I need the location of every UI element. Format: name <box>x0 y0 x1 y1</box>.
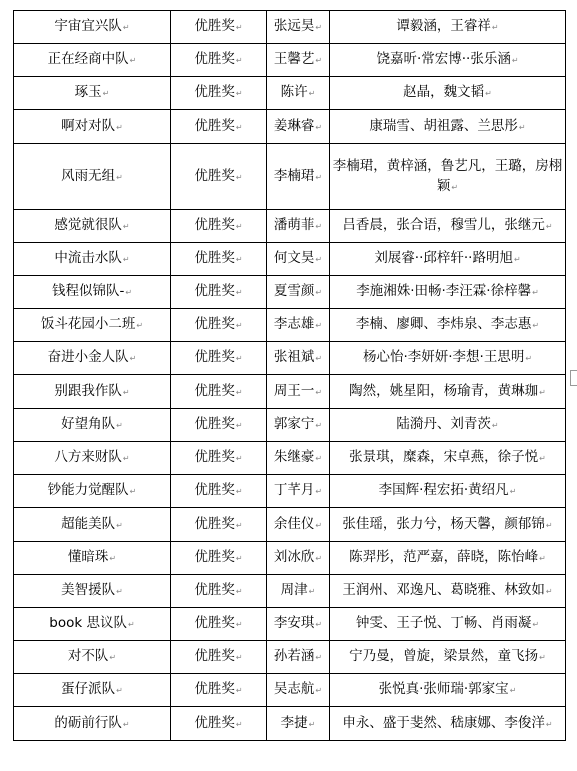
leader-text: 张祖斌 <box>273 349 315 365</box>
leader-cell[interactable] <box>267 575 330 608</box>
team-cell[interactable] <box>14 674 171 707</box>
paragraph-mark-icon: ↵ <box>315 620 323 629</box>
paragraph-mark-icon: ↵ <box>539 554 546 563</box>
paragraph-mark-icon: ↵ <box>315 686 323 695</box>
paragraph-mark-icon: ↵ <box>116 520 123 530</box>
paragraph-mark-icon: ↵ <box>116 587 123 596</box>
award-text: 优胜奖 <box>194 51 235 67</box>
paragraph-mark-icon: ↵ <box>235 587 243 596</box>
leader-cell[interactable] <box>267 210 330 243</box>
award-cell[interactable] <box>171 110 267 144</box>
paragraph-mark-icon: ↵ <box>315 321 323 330</box>
table-row <box>14 575 566 608</box>
members-text: 张佳瑶，张力兮，杨天馨，颜郁锦 <box>342 515 545 532</box>
paragraph-mark-icon: ↵ <box>235 354 243 363</box>
paragraph-mark-icon: ↵ <box>235 387 243 397</box>
leader-cell[interactable] <box>267 608 330 641</box>
table-row <box>14 44 566 77</box>
leader-text: 余佳仪 <box>273 515 315 532</box>
paragraph-mark-icon: ↵ <box>235 454 243 463</box>
paragraph-mark-icon: ↵ <box>235 122 243 132</box>
table-row <box>14 11 566 44</box>
team-cell[interactable] <box>14 342 171 375</box>
paragraph-mark-icon: ↵ <box>122 222 130 231</box>
paragraph-mark-icon: ↵ <box>116 122 123 132</box>
members-text: 李楠、廖卿、李炜泉、李志惠 <box>355 316 532 332</box>
leader-cell[interactable] <box>267 309 330 342</box>
award-text: 优胜奖 <box>194 416 235 432</box>
members-cell[interactable] <box>330 309 566 342</box>
paragraph-mark-icon: ↵ <box>485 89 492 98</box>
award-cell[interactable] <box>171 707 267 741</box>
award-cell[interactable] <box>171 144 267 210</box>
members-text: 谭毅涵，王睿祥 <box>396 18 491 34</box>
paragraph-mark-icon: ↵ <box>315 122 323 132</box>
members-cell[interactable] <box>330 674 566 707</box>
team-cell[interactable] <box>14 542 171 575</box>
paragraph-mark-icon: ↵ <box>102 89 110 98</box>
members-cell[interactable] <box>330 77 566 110</box>
leader-text: 孙若涵 <box>273 648 315 664</box>
paragraph-mark-icon: ↵ <box>315 387 323 397</box>
award-cell[interactable] <box>171 210 267 243</box>
members-cell[interactable] <box>330 508 566 542</box>
members-text: 张景琪，糜森，宋卓燕，徐子悦 <box>349 449 539 465</box>
award-cell[interactable] <box>171 409 267 442</box>
members-text: 陶然，姚星阳，杨瑜青，黄琳珈 <box>349 382 539 399</box>
award-text: 优胜奖 <box>194 482 235 498</box>
paragraph-mark-icon: ↵ <box>315 255 323 264</box>
leader-text: 吴志航 <box>273 681 315 697</box>
table-row <box>14 144 566 210</box>
members-cell[interactable] <box>330 608 566 641</box>
leader-text: 朱继豪 <box>273 449 315 465</box>
award-text: 优胜奖 <box>194 117 235 134</box>
paragraph-mark-icon: ↵ <box>125 288 133 297</box>
team-text: 饭斗花园小二班 <box>40 316 136 332</box>
team-text: 奋进小金人队 <box>47 349 129 365</box>
paragraph-mark-icon: ↵ <box>122 454 130 463</box>
award-text: 优胜奖 <box>194 615 235 631</box>
leader-cell[interactable] <box>267 542 330 575</box>
paragraph-mark-icon: ↵ <box>525 354 533 363</box>
members-text: 赵晶，魏文韬 <box>403 84 485 100</box>
team-text: 啊对对队 <box>61 117 116 134</box>
leader-text: 李楠珺 <box>273 167 315 184</box>
award-text: 优胜奖 <box>194 382 235 399</box>
leader-cell[interactable] <box>267 342 330 375</box>
paragraph-mark-icon: ↵ <box>545 520 553 530</box>
scroll-marker[interactable] <box>570 370 577 386</box>
members-text: 刘展睿··邱梓轩··路明旭 <box>374 250 513 266</box>
table-row <box>14 409 566 442</box>
award-cell[interactable] <box>171 508 267 542</box>
award-cell[interactable] <box>171 475 267 508</box>
paragraph-mark-icon: ↵ <box>539 653 546 662</box>
paragraph-mark-icon: ↵ <box>315 487 323 496</box>
leader-text: 夏雪颜 <box>273 283 315 299</box>
paragraph-mark-icon: ↵ <box>513 255 521 264</box>
table-row <box>14 508 566 542</box>
members-cell[interactable] <box>330 409 566 442</box>
award-text: 优胜奖 <box>194 283 235 299</box>
members-text: 王润州、邓逸凡、葛晓雅、林致如 <box>342 582 545 598</box>
award-table <box>13 10 566 741</box>
leader-cell[interactable] <box>267 375 330 409</box>
team-text: 正在经商中队 <box>47 51 129 67</box>
award-text: 优胜奖 <box>194 349 235 365</box>
leader-cell[interactable] <box>267 475 330 508</box>
table-row <box>14 641 566 674</box>
paragraph-mark-icon: ↵ <box>129 354 137 363</box>
team-cell[interactable] <box>14 475 171 508</box>
paragraph-mark-icon: ↵ <box>532 620 540 629</box>
paragraph-mark-icon: ↵ <box>315 354 323 363</box>
members-cell[interactable] <box>330 11 566 44</box>
table-row <box>14 475 566 508</box>
team-text: 别跟我作队 <box>54 382 122 399</box>
award-cell[interactable] <box>171 375 267 409</box>
paragraph-mark-icon: ↵ <box>128 620 135 629</box>
paragraph-mark-icon: ↵ <box>235 554 243 563</box>
paragraph-mark-icon: ↵ <box>235 255 243 264</box>
paragraph-mark-icon: ↵ <box>116 172 123 182</box>
leader-text: 周王一 <box>273 382 315 399</box>
table-row <box>14 77 566 110</box>
paragraph-mark-icon: ↵ <box>451 182 459 192</box>
award-text: 优胜奖 <box>194 18 235 34</box>
paragraph-mark-icon: ↵ <box>136 321 144 330</box>
table-row <box>14 309 566 342</box>
paragraph-mark-icon: ↵ <box>539 454 546 463</box>
paragraph-mark-icon: ↵ <box>122 255 130 264</box>
leader-cell[interactable] <box>267 11 330 44</box>
award-text: 优胜奖 <box>194 84 235 100</box>
team-cell[interactable] <box>14 641 171 674</box>
paragraph-mark-icon: ↵ <box>235 520 243 530</box>
members-cell[interactable] <box>330 641 566 674</box>
team-cell[interactable] <box>14 442 171 475</box>
team-text: 钞能力觉醒队 <box>47 482 129 498</box>
members-cell[interactable] <box>330 442 566 475</box>
award-cell[interactable] <box>171 641 267 674</box>
team-text: 宇宙宜兴队 <box>54 18 122 34</box>
table-row <box>14 342 566 375</box>
members-text: 杨心怡·李妍妍·李想·王思明 <box>362 349 525 365</box>
paragraph-mark-icon: ↵ <box>129 487 137 496</box>
members-text: 申永、盛于斐然、嵇康娜、李俊洋 <box>342 714 545 731</box>
team-cell[interactable] <box>14 575 171 608</box>
members-text: 张悦真·张师瑞·郭家宝 <box>378 681 509 697</box>
team-text: 钱程似锦队- <box>51 283 125 299</box>
paragraph-mark-icon: ↵ <box>315 454 323 463</box>
members-cell[interactable] <box>330 276 566 309</box>
paragraph-mark-icon: ↵ <box>235 719 243 729</box>
team-cell[interactable] <box>14 11 171 44</box>
leader-cell[interactable] <box>267 110 330 144</box>
paragraph-mark-icon: ↵ <box>235 620 243 629</box>
paragraph-mark-icon: ↵ <box>235 487 243 496</box>
team-text: 感觉就很队 <box>54 217 122 233</box>
award-cell[interactable] <box>171 575 267 608</box>
leader-text: 周津 <box>280 582 308 598</box>
paragraph-mark-icon: ↵ <box>235 23 243 32</box>
award-text: 优胜奖 <box>194 681 235 697</box>
members-text: 李施湘姝·田畅·李汪霖·徐梓馨 <box>356 283 532 299</box>
award-text: 优胜奖 <box>194 250 235 266</box>
members-text: 李国辉·程宏拓·黄绍凡 <box>378 482 509 498</box>
leader-cell[interactable] <box>267 508 330 542</box>
paragraph-mark-icon: ↵ <box>109 554 117 563</box>
team-cell[interactable] <box>14 375 171 409</box>
paragraph-mark-icon: ↵ <box>532 321 540 330</box>
award-cell[interactable] <box>171 674 267 707</box>
leader-text: 丁芊月 <box>273 482 315 498</box>
award-cell[interactable] <box>171 276 267 309</box>
members-cell[interactable] <box>330 110 566 144</box>
paragraph-mark-icon: ↵ <box>315 554 323 563</box>
members-cell[interactable] <box>330 342 566 375</box>
team-cell[interactable] <box>14 276 171 309</box>
members-cell[interactable] <box>330 375 566 409</box>
team-cell[interactable] <box>14 77 171 110</box>
table-row <box>14 442 566 475</box>
award-cell[interactable] <box>171 542 267 575</box>
award-text: 优胜奖 <box>194 217 235 233</box>
leader-text: 王馨艺 <box>273 51 315 67</box>
leader-text: 李捷 <box>280 714 308 731</box>
leader-text: 李安琪 <box>273 615 315 631</box>
team-text: 懂暗珠 <box>67 549 109 565</box>
paragraph-mark-icon: ↵ <box>315 288 323 297</box>
paragraph-mark-icon: ↵ <box>315 421 323 430</box>
team-text: 八方来财队 <box>54 449 122 465</box>
leader-cell[interactable] <box>267 243 330 276</box>
team-cell[interactable] <box>14 508 171 542</box>
paragraph-mark-icon: ↵ <box>109 653 117 662</box>
members-text: 饶嘉昕·常宏博··张乐涵 <box>376 51 511 67</box>
leader-cell[interactable] <box>267 77 330 110</box>
leader-cell[interactable] <box>267 641 330 674</box>
leader-cell[interactable] <box>267 276 330 309</box>
paragraph-mark-icon: ↵ <box>122 719 130 729</box>
paragraph-mark-icon: ↵ <box>315 222 323 231</box>
award-text: 优胜奖 <box>194 549 235 565</box>
paragraph-mark-icon: ↵ <box>509 686 517 695</box>
leader-text: 刘冰欣 <box>273 549 315 565</box>
leader-text: 何文昊 <box>273 250 315 266</box>
members-text: 宁乃曼，曾旋，梁景然，童飞扬 <box>349 648 539 664</box>
team-text: 蛋仔派队 <box>61 681 116 697</box>
table-row <box>14 110 566 144</box>
team-cell[interactable] <box>14 608 171 641</box>
team-cell[interactable] <box>14 210 171 243</box>
members-text: 康瑞雪、胡祖露、兰思彤 <box>369 117 518 134</box>
paragraph-mark-icon: ↵ <box>539 387 546 397</box>
paragraph-mark-icon: ↵ <box>315 23 323 32</box>
team-text: 美智援队 <box>61 582 116 598</box>
members-text: 钟雯、王子悦、丁畅、肖雨凝 <box>355 615 532 631</box>
paragraph-mark-icon: ↵ <box>308 89 316 98</box>
team-cell[interactable] <box>14 707 171 741</box>
members-text: 陆漪丹、刘青茨 <box>396 416 491 432</box>
team-cell[interactable] <box>14 144 171 210</box>
award-text: 优胜奖 <box>194 714 235 731</box>
paragraph-mark-icon: ↵ <box>308 719 316 729</box>
paragraph-mark-icon: ↵ <box>129 56 137 65</box>
team-text: 琢玉 <box>74 84 102 100</box>
leader-text: 张远昊 <box>273 18 315 34</box>
members-cell[interactable] <box>330 542 566 575</box>
team-text: 风雨无组 <box>61 167 116 184</box>
paragraph-mark-icon: ↵ <box>315 653 323 662</box>
paragraph-mark-icon: ↵ <box>518 122 526 132</box>
team-cell[interactable] <box>14 309 171 342</box>
paragraph-mark-icon: ↵ <box>235 321 243 330</box>
table-row <box>14 608 566 641</box>
award-table-body <box>14 11 566 741</box>
paragraph-mark-icon: ↵ <box>511 56 519 65</box>
members-cell[interactable] <box>330 210 566 243</box>
award-cell[interactable] <box>171 442 267 475</box>
table-row <box>14 707 566 741</box>
team-text: 的砺前行队 <box>54 714 122 731</box>
paragraph-mark-icon: ↵ <box>235 421 243 430</box>
award-cell[interactable] <box>171 608 267 641</box>
paragraph-mark-icon: ↵ <box>122 387 130 397</box>
table-row <box>14 542 566 575</box>
members-text: 吕香晨，张合语，穆雪儿，张继元 <box>342 217 545 233</box>
paragraph-mark-icon: ↵ <box>315 520 323 530</box>
team-text: 好望角队 <box>61 416 116 432</box>
leader-cell[interactable] <box>267 409 330 442</box>
document-page <box>13 10 565 741</box>
team-cell[interactable] <box>14 243 171 276</box>
team-cell[interactable] <box>14 110 171 144</box>
leader-text: 郭家宁 <box>273 416 315 432</box>
paragraph-mark-icon: ↵ <box>545 222 553 231</box>
award-cell[interactable] <box>171 243 267 276</box>
paragraph-mark-icon: ↵ <box>509 487 517 496</box>
paragraph-mark-icon: ↵ <box>315 172 323 182</box>
award-cell[interactable] <box>171 11 267 44</box>
team-text: 对不队 <box>67 648 109 664</box>
members-cell[interactable] <box>330 475 566 508</box>
paragraph-mark-icon: ↵ <box>122 23 130 32</box>
paragraph-mark-icon: ↵ <box>235 56 243 65</box>
paragraph-mark-icon: ↵ <box>235 222 243 231</box>
paragraph-mark-icon: ↵ <box>545 719 553 729</box>
table-row <box>14 674 566 707</box>
award-text: 优胜奖 <box>194 515 235 532</box>
paragraph-mark-icon: ↵ <box>545 587 553 596</box>
members-cell[interactable] <box>330 707 566 741</box>
paragraph-mark-icon: ↵ <box>235 288 243 297</box>
table-row <box>14 276 566 309</box>
paragraph-mark-icon: ↵ <box>116 421 123 430</box>
award-cell[interactable] <box>171 44 267 77</box>
award-cell[interactable] <box>171 77 267 110</box>
leader-text: 李志雄 <box>273 316 315 332</box>
leader-text: 姜琳睿 <box>273 117 315 134</box>
leader-cell[interactable] <box>267 442 330 475</box>
team-text: 中流击水队 <box>54 250 122 266</box>
table-row <box>14 210 566 243</box>
paragraph-mark-icon: ↵ <box>235 172 243 182</box>
members-text: 陈羿彤，范严嘉，薛晓，陈怡峰 <box>349 549 539 565</box>
members-text: 李楠珺，黄梓涵，鲁艺凡，王璐，房栩颖 <box>332 157 563 194</box>
members-cell[interactable] <box>330 44 566 77</box>
paragraph-mark-icon: ↵ <box>116 686 123 695</box>
team-text: 超能美队 <box>61 515 116 532</box>
leader-cell[interactable] <box>267 707 330 741</box>
paragraph-mark-icon: ↵ <box>315 56 323 65</box>
paragraph-mark-icon: ↵ <box>532 288 539 297</box>
paragraph-mark-icon: ↵ <box>308 587 316 596</box>
award-cell[interactable] <box>171 342 267 375</box>
leader-cell[interactable] <box>267 44 330 77</box>
award-text: 优胜奖 <box>194 316 235 332</box>
members-cell[interactable] <box>330 243 566 276</box>
members-cell[interactable] <box>330 575 566 608</box>
members-cell[interactable] <box>330 144 566 210</box>
paragraph-mark-icon: ↵ <box>235 89 243 98</box>
paragraph-mark-icon: ↵ <box>235 653 243 662</box>
leader-cell[interactable] <box>267 144 330 210</box>
award-text: 优胜奖 <box>194 648 235 664</box>
team-cell[interactable] <box>14 409 171 442</box>
table-row <box>14 243 566 276</box>
team-text: book 思议队 <box>49 615 127 631</box>
paragraph-mark-icon: ↵ <box>491 421 499 430</box>
paragraph-mark-icon: ↵ <box>491 23 499 32</box>
award-text: 优胜奖 <box>194 449 235 465</box>
table-row <box>14 375 566 409</box>
award-cell[interactable] <box>171 309 267 342</box>
paragraph-mark-icon: ↵ <box>235 686 243 695</box>
award-text: 优胜奖 <box>194 167 235 184</box>
leader-cell[interactable] <box>267 674 330 707</box>
award-text: 优胜奖 <box>194 582 235 598</box>
leader-text: 潘萌菲 <box>273 217 315 233</box>
leader-text: 陈许 <box>280 84 308 100</box>
team-cell[interactable] <box>14 44 171 77</box>
